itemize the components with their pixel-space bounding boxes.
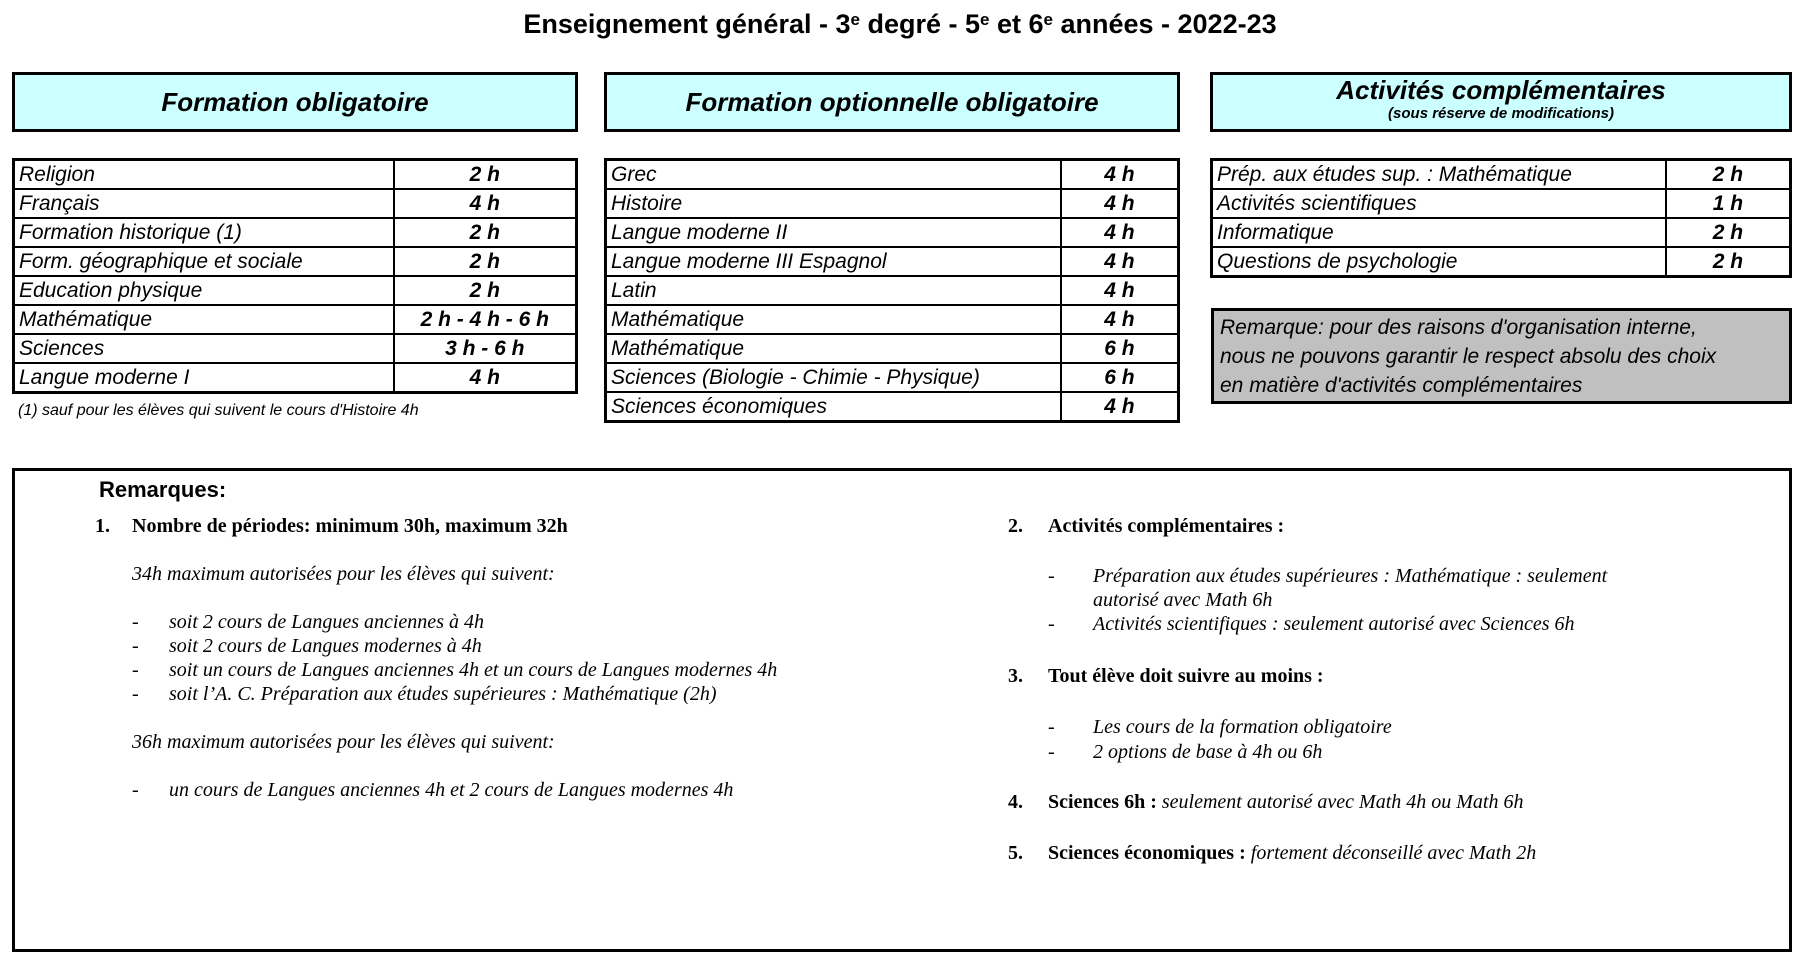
list-dash: - xyxy=(132,635,139,657)
table-row xyxy=(1212,218,1791,247)
list-item: soit un cours de Langues anciennes 4h et un cours de Langues modernes 4h xyxy=(169,659,778,681)
course-hours: 2 h xyxy=(1666,218,1791,247)
list-dash: - xyxy=(132,779,139,801)
table-row xyxy=(1212,247,1791,277)
list-dash: - xyxy=(132,659,139,681)
table-row xyxy=(606,218,1179,247)
header-formation-optionnelle xyxy=(604,72,1180,132)
table-formation-obligatoire xyxy=(12,158,578,394)
list-item: Préparation aux études supérieures : Mathématique : seulement xyxy=(1093,565,1608,587)
list-item: un cours de Langues anciennes 4h et 2 cours de Langues modernes 4h xyxy=(169,779,734,801)
course-hours: 4 h xyxy=(394,363,577,393)
table-row xyxy=(14,363,577,393)
course-name: Religion xyxy=(14,160,394,190)
remark-line: en matière d'activités complémentaires xyxy=(1220,374,1583,397)
list-item: 2 options de base à 4h ou 6h xyxy=(1093,741,1323,763)
course-name: Langue moderne I xyxy=(14,363,394,393)
table-row xyxy=(1212,160,1791,190)
list-item: soit 2 cours de Langues modernes à 4h xyxy=(169,635,482,657)
list-dash: - xyxy=(1048,716,1055,738)
header-label: Formation obligatoire xyxy=(161,87,429,117)
course-name: Education physique xyxy=(14,276,394,305)
course-hours: 4 h xyxy=(1061,247,1179,276)
table-row xyxy=(14,334,577,363)
header-sublabel: (sous réserve de modifications) xyxy=(1388,105,1614,122)
table-formation-optionnelle xyxy=(604,158,1180,423)
table-row xyxy=(606,305,1179,334)
course-name: Informatique xyxy=(1212,218,1666,247)
table-row xyxy=(606,247,1179,276)
course-hours: 2 h xyxy=(394,160,577,190)
course-name: Français xyxy=(14,189,394,218)
list-dash: - xyxy=(132,611,139,633)
list-item: soit 2 cours de Langues anciennes à 4h xyxy=(169,611,484,633)
remark-1-number: 1. xyxy=(95,515,110,537)
course-name: Prép. aux études sup. : Mathématique xyxy=(1212,160,1666,190)
remark-3-number: 3. xyxy=(1008,665,1023,687)
course-hours: 4 h xyxy=(1061,305,1179,334)
course-hours: 4 h xyxy=(394,189,577,218)
course-name: Formation historique (1) xyxy=(14,218,394,247)
remark-box xyxy=(1211,308,1792,404)
remark-1-intro-36h: 36h maximum autorisées pour les élèves qui suivent: xyxy=(132,731,555,753)
table-row xyxy=(14,305,577,334)
course-name: Mathématique xyxy=(606,305,1061,334)
table-row xyxy=(606,276,1179,305)
list-item: soit l’A. C. Préparation aux études supérieures : Mathématique (2h) xyxy=(169,683,717,705)
course-hours: 2 h xyxy=(394,247,577,276)
remark-5-text: Sciences économiques : fortement déconseillé avec Math 2h xyxy=(1048,842,1537,864)
remark-3-title: Tout élève doit suivre au moins : xyxy=(1048,665,1324,687)
course-hours: 2 h xyxy=(1666,160,1791,190)
course-hours: 2 h xyxy=(394,276,577,305)
table-activites-complementaires xyxy=(1210,158,1792,278)
table-row xyxy=(606,363,1179,392)
course-hours: 2 h - 4 h - 6 h xyxy=(394,305,577,334)
table-row xyxy=(606,160,1179,190)
course-name: Mathématique xyxy=(14,305,394,334)
remark-line: Remarque: pour des raisons d'organisation interne, xyxy=(1220,316,1697,339)
course-hours: 6 h xyxy=(1061,334,1179,363)
remark-2-number: 2. xyxy=(1008,515,1023,537)
table-row xyxy=(606,392,1179,422)
list-dash: - xyxy=(1048,613,1055,635)
footnote: (1) sauf pour les élèves qui suivent le cours d'Histoire 4h xyxy=(18,402,419,419)
remarks-section xyxy=(12,468,1792,952)
header-formation-obligatoire xyxy=(12,72,578,132)
list-item: Activités scientifiques : seulement autorisé avec Sciences 6h xyxy=(1093,613,1575,635)
table-row xyxy=(1212,189,1791,218)
list-dash: - xyxy=(132,683,139,705)
table-row xyxy=(14,189,577,218)
list-item-continuation: autorisé avec Math 6h xyxy=(1093,589,1273,611)
course-name: Questions de psychologie xyxy=(1212,247,1666,277)
course-hours: 4 h xyxy=(1061,160,1179,190)
remark-4-text: Sciences 6h : seulement autorisé avec Math 4h ou Math 6h xyxy=(1048,791,1524,813)
course-name: Sciences xyxy=(14,334,394,363)
table-row xyxy=(14,160,577,190)
remark-5-number: 5. xyxy=(1008,842,1023,864)
header-activites-complementaires xyxy=(1210,72,1792,132)
course-name: Sciences économiques xyxy=(606,392,1061,422)
course-name: Activités scientifiques xyxy=(1212,189,1666,218)
course-hours: 4 h xyxy=(1061,392,1179,422)
table-row xyxy=(606,334,1179,363)
header-label: Activités complémentaires xyxy=(1336,75,1666,105)
list-dash: - xyxy=(1048,565,1055,587)
table-row xyxy=(14,247,577,276)
remark-2-title: Activités complémentaires : xyxy=(1048,515,1285,537)
course-name: Sciences (Biologie - Chimie - Physique) xyxy=(606,363,1061,392)
course-hours: 6 h xyxy=(1061,363,1179,392)
course-hours: 4 h xyxy=(1061,189,1179,218)
list-item: Les cours de la formation obligatoire xyxy=(1093,716,1392,738)
remark-4-number: 4. xyxy=(1008,791,1023,813)
course-name: Langue moderne III Espagnol xyxy=(606,247,1061,276)
course-hours: 2 h xyxy=(394,218,577,247)
remark-1-title: Nombre de périodes: minimum 30h, maximum 32h xyxy=(132,515,568,537)
course-hours: 3 h - 6 h xyxy=(394,334,577,363)
table-row xyxy=(14,276,577,305)
remark-line: nous ne pouvons garantir le respect absolu des choix xyxy=(1220,345,1717,368)
remark-1-intro-34h: 34h maximum autorisées pour les élèves qui suivent: xyxy=(132,563,555,585)
course-hours: 4 h xyxy=(1061,218,1179,247)
course-name: Langue moderne II xyxy=(606,218,1061,247)
course-hours: 2 h xyxy=(1666,247,1791,277)
table-row xyxy=(606,189,1179,218)
header-label: Formation optionnelle obligatoire xyxy=(685,87,1099,117)
course-name: Form. géographique et sociale xyxy=(14,247,394,276)
page-title: Enseignement général - 3e degré - 5e et 6e années - 2022-23 xyxy=(523,9,1277,39)
course-hours: 4 h xyxy=(1061,276,1179,305)
remarks-title: Remarques: xyxy=(99,477,227,502)
course-name: Grec xyxy=(606,160,1061,190)
course-hours: 1 h xyxy=(1666,189,1791,218)
course-name: Latin xyxy=(606,276,1061,305)
table-row xyxy=(14,218,577,247)
course-name: Histoire xyxy=(606,189,1061,218)
course-name: Mathématique xyxy=(606,334,1061,363)
list-dash: - xyxy=(1048,741,1055,763)
